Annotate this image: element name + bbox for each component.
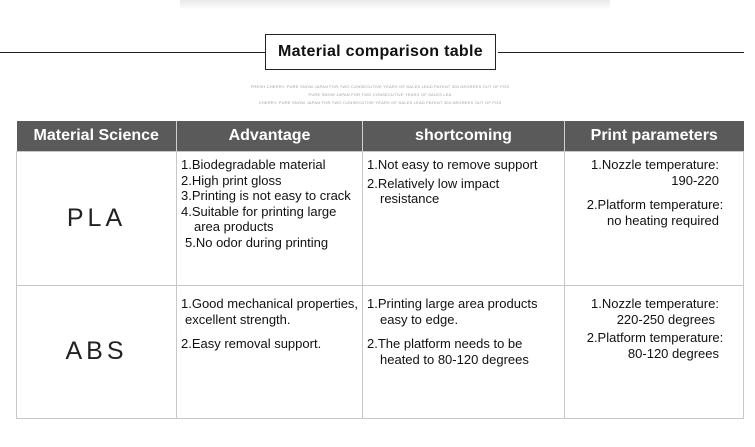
top-shadow: [180, 0, 610, 10]
advantage-line: 5.No odor during printing: [185, 234, 329, 250]
shortcoming-cell: [363, 152, 565, 286]
param-label: 2.Platform temperature:: [586, 330, 724, 345]
param-value: 220-250 degrees: [616, 311, 715, 327]
table-row: [17, 286, 744, 419]
shortcoming-line: easy to edge.: [380, 311, 459, 327]
material-name: ABS: [17, 286, 177, 419]
header-params: Print parameters: [565, 121, 744, 152]
material-name: PLA: [17, 152, 177, 286]
advantage-line: 4.Suitable for printing large: [181, 203, 337, 219]
fine-print-line: CHERRY, PURE SNOW JAPAN FOR TWO CONSECUTIVE YEARS OF SALES LEAD PATENT 300 DEGREES OUT OF POS: [258, 100, 502, 105]
advantage-line: area products: [194, 219, 274, 234]
advantage-line: excellent strength.: [185, 311, 291, 327]
param-label: 1.Nozzle temperature:: [591, 296, 719, 311]
param-value: 190-220: [671, 172, 719, 188]
shortcoming-line: 2.The platform needs to be: [367, 336, 523, 351]
param-label: 1.Nozzle temperature:: [591, 157, 719, 172]
shortcoming-line: 1.Printing large area products: [367, 296, 538, 311]
fine-print-line: PURE SNOW JAPAN FOR TWO CONSECUTIVE YEARS OF SALES LEA: [308, 92, 452, 97]
shortcoming-line: 2.Relatively low impact: [367, 175, 500, 191]
advantage-line: 2.High print gloss: [181, 172, 282, 188]
param-label: 2.Platform temperature:: [586, 197, 724, 212]
advantage-line: 1.Biodegradable material: [181, 157, 326, 172]
title-rule-left: [0, 52, 265, 53]
param-value: 80-120 degrees: [627, 345, 719, 361]
title-rule-right: [498, 52, 744, 53]
shortcoming-line: resistance: [380, 191, 440, 206]
table-row: [17, 152, 744, 286]
header-row: [17, 121, 744, 152]
advantage-cell: [177, 152, 363, 286]
shortcoming-line: 1.Not easy to remove support: [367, 157, 538, 172]
header-material: Material Science: [17, 121, 177, 152]
param-value: no heating required: [606, 212, 719, 228]
shortcoming-cell: [363, 286, 565, 419]
header-advantage: Advantage: [177, 121, 363, 152]
header-shortcoming: shortcoming: [363, 121, 565, 152]
params-cell: [565, 286, 744, 419]
advantage-line: 2.Easy removal support.: [181, 336, 322, 351]
comparison-table: [16, 121, 744, 419]
shortcoming-line: heated to 80-120 degrees: [380, 351, 529, 367]
advantage-line: 3.Printing is not easy to crack: [181, 188, 351, 203]
advantage-line: 1.Good mechanical properties,: [181, 296, 359, 311]
page-title: Material comparison table: [265, 34, 496, 70]
fine-print-line: FRESH CHERRY, PURE SNOW JAPAN FOR TWO CONSECUTIVE YEARS OF SALES LEAD PATENT 300 DEGREES OUT OF POS: [250, 84, 510, 89]
params-cell: [565, 152, 744, 286]
advantage-cell: [177, 286, 363, 419]
